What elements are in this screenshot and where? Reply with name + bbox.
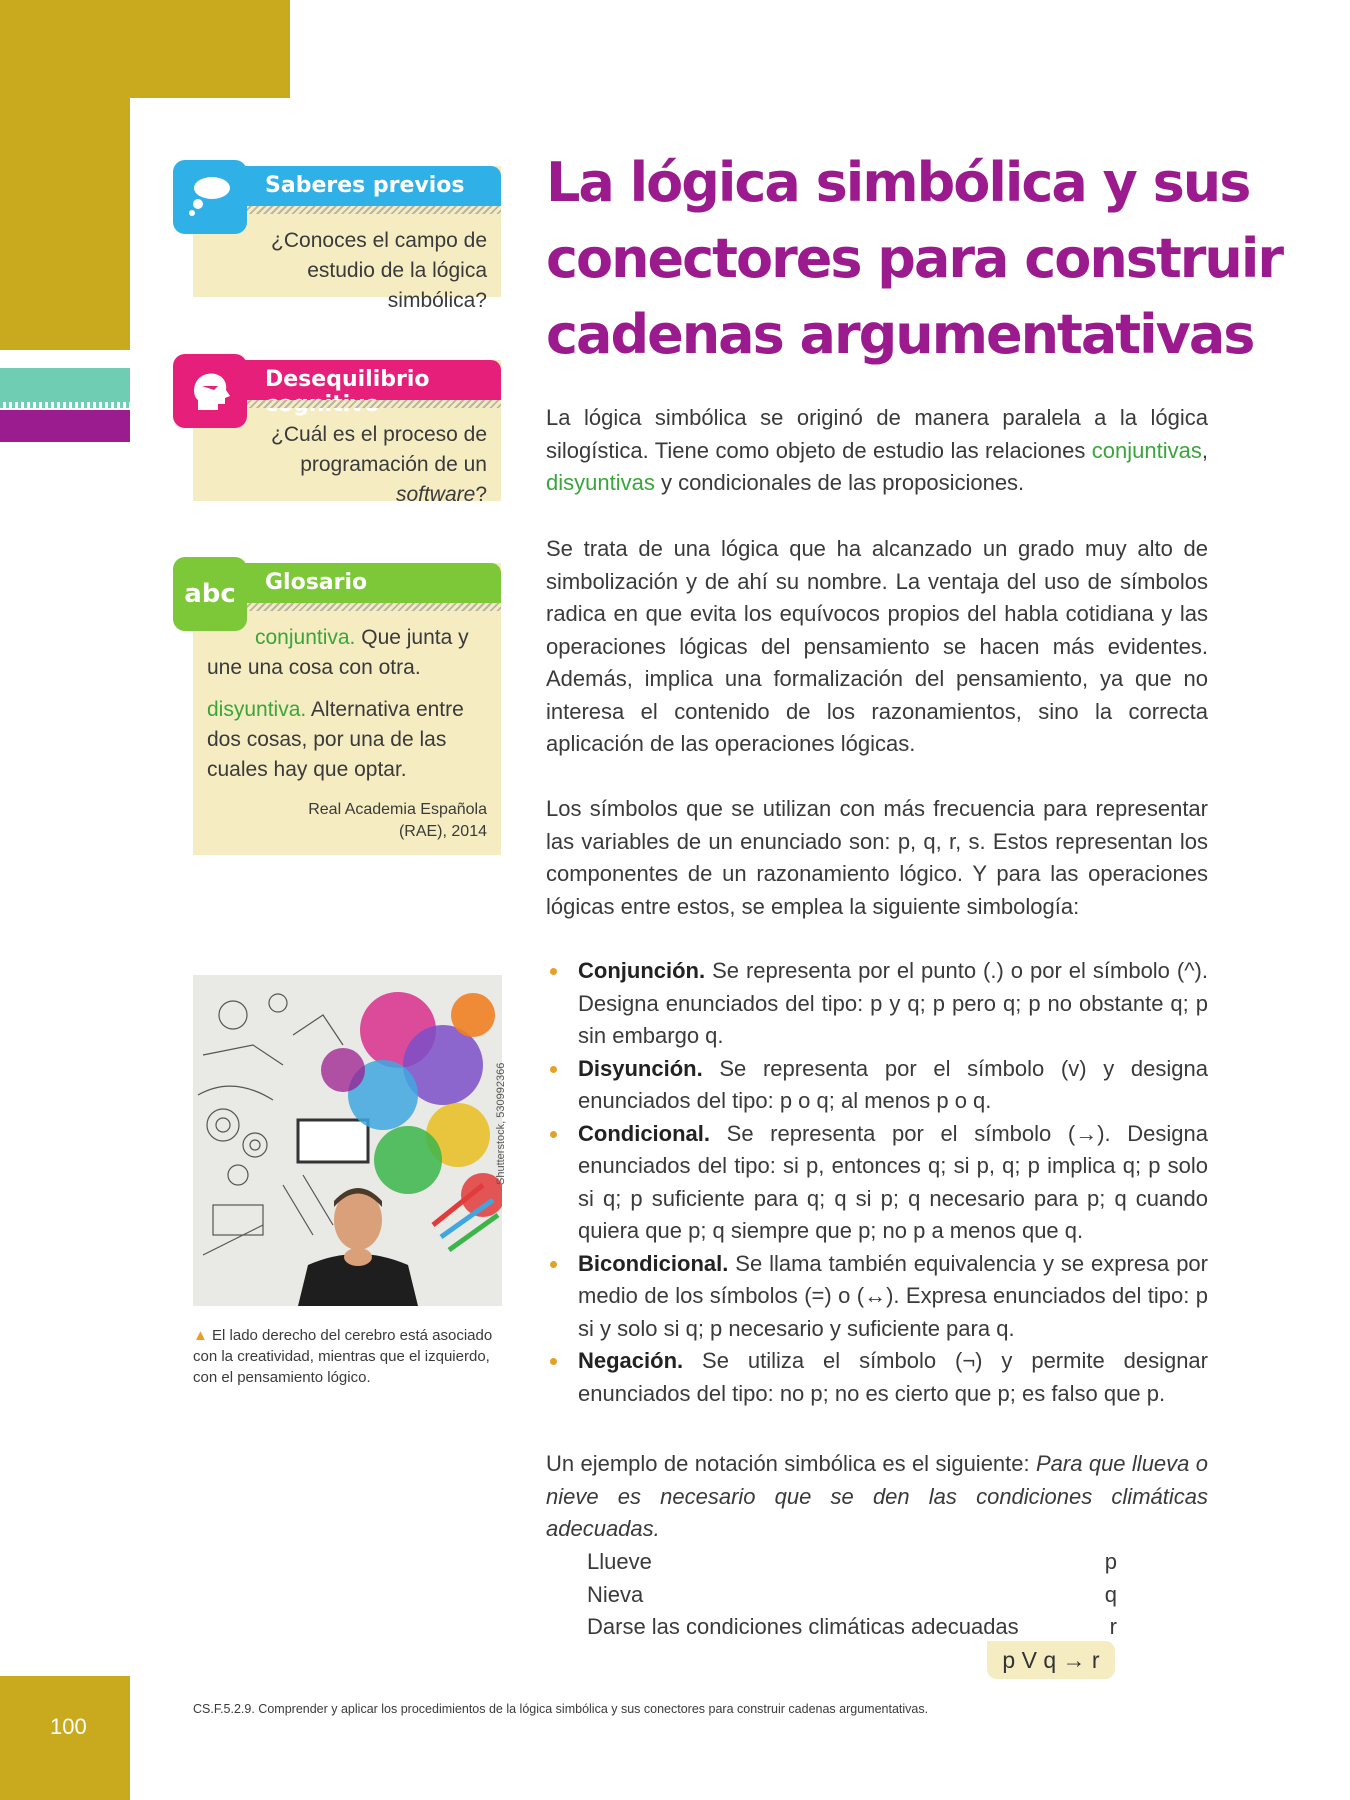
list-item-negacion: Negación. Se utiliza el símbolo (¬) y permite designar enunciados del tipo: no p; no es cierto que p; es falso que p. bbox=[546, 1345, 1208, 1410]
glossary-entry-conjuntiva: conjuntiva. Que junta y une una cosa con otra. bbox=[207, 626, 469, 679]
operators-list bbox=[546, 955, 1208, 1410]
image-credit: Shutterstock, 530992366 bbox=[495, 1062, 507, 1185]
example-label: Nieva bbox=[587, 1582, 644, 1607]
card-question: ¿Cuál es el proceso de programación de un software? bbox=[271, 423, 487, 506]
example-symbol: q bbox=[1104, 1582, 1117, 1607]
list-item-condicional: Condicional. Se representa por el símbolo (→). Designa enunciados del tipo: si p, entonces q; si p, q; p implica q; p solo si q; p suficiente para q; q si p; q necesario para p; q cuando quiera que p; q siempre que p; no p a menos que q. bbox=[546, 1118, 1208, 1248]
abc-glossary-icon: abc bbox=[173, 557, 247, 631]
example-paragraph: Un ejemplo de notación simbólica es el siguiente: Para que llueva o nieve es necesario que se den las condiciones climáticas adecuadas. bbox=[546, 1451, 1208, 1541]
glossary-source: Real Academia Española (RAE), 2014 bbox=[308, 801, 487, 840]
list-item-conjuncion: Conjunción. Se representa por el punto (.) o por el símbolo (^). Designa enunciados del tipo: p y q; p pero q; p no obstante q; p sin embargo q. bbox=[546, 955, 1208, 1053]
magenta-stripe bbox=[0, 410, 130, 442]
intro-paragraph: La lógica simbólica se originó de manera paralela a la lógica silogística. Tiene como objeto de estudio las relaciones conjuntivas, disyuntivas y condicionales de las proposiciones. bbox=[546, 405, 1208, 495]
brain-creativity-illustration bbox=[193, 975, 502, 1306]
page-number: 100 bbox=[50, 1714, 87, 1739]
card-title: Glosario bbox=[265, 570, 368, 595]
curriculum-note: CS.F.5.2.9. Comprender y aplicar los procedimientos de la lógica simbólica y sus conectores para construir cadenas argumentativas. bbox=[193, 1702, 929, 1716]
glosario-card bbox=[184, 563, 501, 855]
example-label: Llueve bbox=[587, 1549, 652, 1574]
symbolization-paragraph: Se trata de una lógica que ha alcanzado un grado muy alto de simbolización y de ahí su nombre. La ventaja del uso de símbolos radica en que evita los equívocos propios del habla cotidiana y las operaciones lógicas del pensamiento se hacen más evidentes. Además, implica una formalización del pensamiento, ya que no interesa el contenido de los razonamientos, sino la correcta aplicación de las operaciones lógicas. bbox=[546, 536, 1208, 756]
example-label: Darse las condiciones climáticas adecuadas bbox=[587, 1614, 1019, 1639]
example-row bbox=[587, 1610, 1117, 1643]
page-title: La lógica simbólica y sus conectores para construir cadenas argumentativas bbox=[546, 151, 1282, 366]
teal-stripe bbox=[0, 368, 130, 402]
triangle-icon: ▲ bbox=[193, 1327, 213, 1344]
example-symbol: p bbox=[1104, 1549, 1117, 1574]
formula-box: p V q → r bbox=[987, 1641, 1115, 1679]
variables-paragraph: Los símbolos que se utilizan con más frecuencia para representar las variables de un enunciado son: p, q, r, s. Estos representan los componentes de un razonamiento lógico. Y para las operaciones lógicas entre estos, se emplea la siguiente simbología: bbox=[546, 796, 1208, 919]
list-item-disyuncion: Disyunción. Se representa por el símbolo (v) y designa enunciados del tipo: p o q; al menos p o q. bbox=[546, 1053, 1208, 1118]
example-symbol: r bbox=[1109, 1614, 1117, 1639]
saberes-previos-card bbox=[193, 166, 501, 312]
example-row bbox=[587, 1545, 1117, 1578]
card-title: Desequilibrio bbox=[265, 367, 430, 392]
card-title: Saberes previos bbox=[265, 173, 465, 198]
glossary-entry-disyuntiva: disyuntiva. Alternativa entre dos cosas, por una de las cuales hay que optar. bbox=[207, 698, 464, 781]
stripe-divider bbox=[0, 402, 130, 408]
image-caption: ▲ El lado derecho del cerebro está asociado con la creatividad, mientras que el izquierdo, con el pensamiento lógico. bbox=[193, 1327, 493, 1386]
card-question: ¿Conoces el campo de estudio de la lógica simbólica? bbox=[271, 229, 487, 312]
head-profile-icon bbox=[173, 354, 247, 428]
desequilibrio-cognitivo-card bbox=[193, 360, 501, 506]
side-band bbox=[0, 0, 130, 350]
list-item-bicondicional: Bicondicional. Se llama también equivalencia y se expresa por medio de los símbolos (=) o (↔). Expresa enunciados del tipo: p si y solo si q; p necesario y suficiente para q. bbox=[546, 1248, 1208, 1346]
example-row bbox=[587, 1578, 1117, 1611]
thought-cloud-icon bbox=[173, 160, 247, 234]
